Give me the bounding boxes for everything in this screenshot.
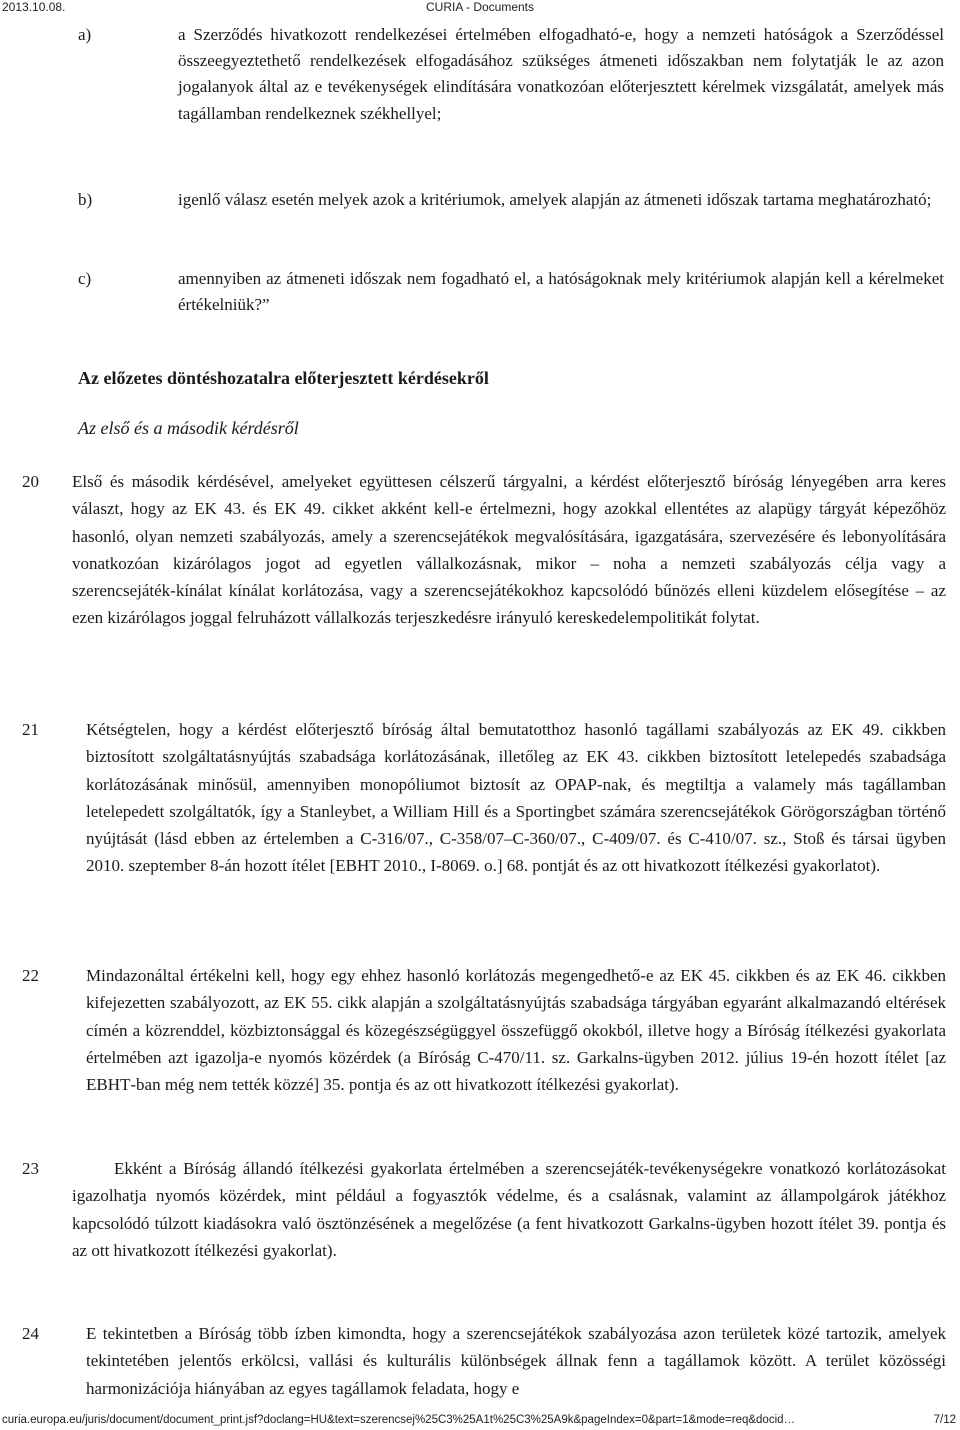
- section-heading: Az előzetes döntéshozatalra előterjesztett kérdésekről: [78, 368, 489, 388]
- paragraph-23: [0, 1155, 946, 1264]
- paragraph-text: Ekként a Bíróság állandó ítélkezési gyakorlata értelmében a szerencsejáték‑tevékenységekre vonatkozó korlátozásokat igazolhatja nyomós közérdek, mint például a fogyasztók védelme, és a csalásnak, valamint az állampolgárok játékhoz kapcsolódó túlzott kiadásokra való ösztönzésének a megelőzése (a fent hivatkozott Garkalns‑ügyben hozott ítélet 39. pontja és az ott hivatkozott ítélkezési gyakorlat).: [72, 1159, 946, 1260]
- page-number: 7/12: [933, 1414, 956, 1426]
- paragraph-text: E tekintetben a Bíróság több ízben kimondta, hogy a szerencsejátékok szabályozása azon területek közé tartozik, amelyek tekintetében jelentős erkölcsi, vallási és kulturális különbségek állnak fenn a tagállamok között. A terület közösségi harmonizációja hiányában az egyes tagállamok feladata, hogy e: [86, 1324, 946, 1398]
- paragraph-text: Kétségtelen, hogy a kérdést előterjesztő bíróság által bemutatotthoz hasonló tagállami szabályozás az EK 49. cikkben biztosított szolgáltatásnyújtás szabadsága korlátozásának, illetőleg az EK 43. cikkben biztosított letelepedés szabadsága korlátozásának minősül, amennyiben monopóliumot biztosít az OPAP‑nak, és megtiltja a valamely más tagállamban letelepedett szolgáltatók, így a Stanleybet, a William Hill és a Sportingbet számára szerencsejátékok Görögországban történő nyújtását (lásd ebben az értelemben a C‑316/07., C‑358/07–C‑360/07., C‑409/07. és C‑410/07. sz., Stoß és társai ügyben 2010. szeptember 8‑án hozott ítélet [EBHT 2010., I‑8069. o.] 68. pontját és az ott hivatkozott ítélkezési gyakorlatot).: [86, 720, 946, 876]
- page-url: curia.europa.eu/juris/document/document_print.jsf?doclang=HU&text=szerencsej%25C3%25A1t%25C3%25A9k&pageIndex=0&part=1&mode=req&docid…: [2, 1414, 796, 1426]
- list-item-label: a): [78, 25, 92, 44]
- paragraph-24: [0, 1320, 946, 1402]
- list-item-b: [78, 187, 944, 213]
- paragraph-number: 20: [22, 472, 39, 491]
- list-item-label: b): [78, 190, 93, 209]
- paragraph-number: 24: [22, 1324, 39, 1343]
- subsection-heading: Az első és a második kérdésről: [78, 418, 299, 438]
- site-title: CURIA - Documents: [425, 0, 535, 14]
- list-item-a: [78, 22, 944, 127]
- list-item-text: igenlő válasz esetén melyek azok a kritériumok, amelyek alapján az átmeneti időszak tartama meghatározható;: [178, 190, 932, 209]
- paragraph-number: 22: [22, 966, 39, 985]
- paragraph-text: Mindazonáltal értékelni kell, hogy egy ehhez hasonló korlátozás megengedhető‑e az EK 45. cikkben és az EK 46. cikkben kifejezetten szabályozott, az EK 55. cikk alapján a szolgáltatásnyújtás szabadsága tárgyában egyaránt alkalmazandó eltérések címén a közrenddel, közbiztonsággal és közegészségüggyel összefüggő okokból, illetve hogy a Bíróság ítélkezési gyakorlata értelmében azt igazolja‑e nyomós közérdek (a Bíróság C‑470/11. sz. Garkalns‑ügyben 2012. július 19‑én hozott ítélet [az EBHT‑ban még nem tették közzé] 35. pontja és az ott hivatkozott ítélkezési gyakorlat).: [86, 966, 946, 1095]
- print-header: [0, 0, 960, 16]
- list-item-label: c): [78, 269, 92, 288]
- list-item-text: amennyiben az átmeneti időszak nem fogadható el, a hatóságoknak mely kritériumok alapján kell a kérelmeket értékelniük?”: [178, 269, 944, 315]
- paragraph-number: 21: [22, 720, 39, 739]
- print-date: 2013.10.08.: [2, 0, 66, 14]
- paragraph-text: Első és második kérdésével, amelyeket együttesen célszerű tárgyalni, a kérdést előterjesztő bíróság lényegében arra keres választ, hogy az EK 43. és EK 49. cikket akként kell‑e értelmezni, hogy azokkal ellentétes az alapügy tárgyát képezőhöz hasonló, olyan nemzeti szabályozás, amely a szerencsejátékok megvalósítására, igazgatására, szervezésére és lebonyolítására vonatkozóan kizárólagos jogot ad egyetlen vállalkozásnak, mikor – noha a nemzeti szabályozás célja vagy a szerencsejáték‑kínálat kínálat korlátozása, vagy a szerencsejátékokhoz kapcsolódó bűnözés elleni küzdelem elősegítése – az ezen kizárólagos joggal felruházott vállalkozás terjeszkedésre irányuló kereskedelempolitikát folytat.: [72, 472, 946, 628]
- paragraph-21: [0, 716, 946, 880]
- print-footer: [0, 1414, 960, 1430]
- list-item-c: [78, 266, 944, 318]
- paragraph-20: [0, 468, 946, 632]
- paragraph-22: [0, 962, 946, 1098]
- paragraph-number: 23: [22, 1159, 39, 1178]
- list-item-text: a Szerződés hivatkozott rendelkezései értelmében elfogadható‑e, hogy a nemzeti hatóságok a Szerződéssel összeegyeztethető rendelkezések elfogadásához szükséges átmeneti időszakban nem folytatják le az azon jogalanyok által az e tevékenységek elindítására vonatkozóan előterjesztett kérelmek vizsgálatát, amelyek más tagállamban rendelkeznek székhellyel;: [178, 25, 944, 123]
